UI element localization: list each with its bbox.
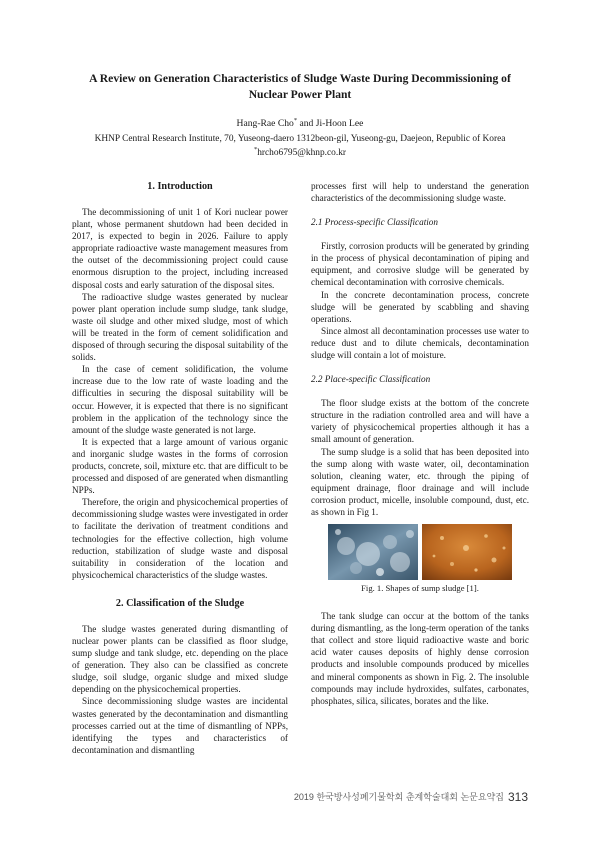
author-2: and Ji-Hoon Lee [297,118,364,129]
paragraph-continued: processes first will help to understand the generation characteristics of the decommissioning sludge waste. [311,181,529,204]
paragraph: The sludge wastes generated during dismantling of nuclear power plants can be classified as floor sludge, sump sludge and tank sludge, etc. depending on the place of generation. They also can be classified as concrete sludge, soil sludge, organic sludge and mixed sludge depending on the physicochemical properties. [72,623,288,695]
figure-1 [311,524,529,594]
proceedings-title: 2019 한국방사성폐기물학회 춘계학술대회 논문요약집 [293,792,504,802]
paragraph: The floor sludge exists at the bottom of the concrete structure in the radiation controlled area and will have a variety of physicochemical properties although it has a small amount of generation. [311,398,529,445]
paragraph: In the case of cement solidification, the volume increase due to the low rate of waste loading and the difficulties in securing the disposal suitability will be occur. However, it is expected that there is no significant problem in the application of the technology since the amount of the sludge waste generated is not large. [72,364,288,435]
paragraph: The radioactive sludge wastes generated by nuclear power plant operation include sump sludge, tank sludge, waste oil sludge and other mixed sludge, most of which will be treated in the form of cement solidification and disposed of through securing the disposal suitability of the solids. [72,291,288,363]
corresponding-mark: * [293,116,298,124]
subsection-heading-process: 2.1 Process-specific Classification [311,217,438,228]
paragraph: Since almost all decontamination processes use water to reduce dust and to dilute chemicals, decontamination sludge will contain a lot of moisture. [311,325,529,361]
author-line [40,117,560,130]
page-number: 313 [507,790,528,804]
paragraph: Firstly, corrosion products will be generated by grinding in the process of physical decontamination of piping and equipment, and corrosive sludge will be generated by chemical decontamination with corrosive chemicals. [311,241,529,288]
paragraph: It is expected that a large amount of various organic and inorganic sludge wastes in the forms of corrosion products, concrete, soil, mixture etc. that are difficult to be processed and disposed of are generated when dismantling NPPs. [72,436,288,496]
sump-sludge-photo-left [328,524,418,580]
figure-1-images [311,524,529,580]
email-line [40,147,560,160]
section-heading-classification: 2. Classification of the Sludge [115,597,245,609]
paragraph: The decommissioning of unit 1 of Kori nuclear power plant, whose permanent shutdown had been decided in 2017, is expected to begin in 2026. Failure to apply appropriate radioactive waste management measures from the outset of the decommissioning project could cause enormous disruption to the project, including increased disposal costs and early saturation of the disposal sites. [72,207,288,290]
title-line-2: Nuclear Power Plant [248,88,352,101]
affiliation: KHNP Central Research Institute, 70, Yuseong-daero 1312beon-gil, Yuseong-gu, Daejeon, Republic of Korea [94,134,506,144]
subsection-heading-place: 2.2 Place-specific Classification [311,374,431,385]
right-column [311,180,529,707]
email-mark: * [253,145,258,153]
left-column [72,180,288,756]
title-line-1: A Review on Generation Characteristics of Sludge Waste During Decommissioning of [89,72,511,85]
paragraph: The sump sludge is a solid that has been deposited into the sump along with waste water, oil, decontamination solution, cleaning water, etc. through the piping of equipment drainage, floor drainage and will include corrosion product, micelle, insoluble compound, dust, etc. as shown in Fig 1. [311,446,529,517]
paragraph: Since decommissioning sludge wastes are incidental wastes generated by the decontamination and dismantling processes carried out at the time of dismantling of NPPs, identifying the types and characteristics of decontamination and dismantling [72,696,288,755]
paper-title [60,71,540,103]
paragraph: The tank sludge can occur at the bottom of the tanks during dismantling, as the long-term operation of the tanks that collect and store liquid radioactive waste and boric acid water causes deposits of highly dense corrosion products and insoluble compounds produced by micelles and mineral components as shown in Fig. 2. The insoluble compounds may include hydroxides, sulfates, carbonates, phosphates, silica, silicates, borates and the like. [311,611,529,706]
email-address: hrcho6795@khnp.co.kr [257,148,347,158]
section-heading-introduction: 1. Introduction [147,181,213,192]
page-footer [294,790,528,804]
paragraph: Therefore, the origin and physicochemical properties of decommissioning sludge wastes were investigated in order to facilitate the derivation of treatment conditions and technologies for the effective collection, high volume reduction, stabilization of sludge waste and disposal suitability in consideration of the location and physicochemical characteristics of the sludge wastes. [72,497,288,580]
author-1: Hang-Rae Cho [236,118,294,129]
figure-1-caption: Fig. 1. Shapes of sump sludge [1]. [361,583,479,594]
paragraph: In the concrete decontamination process, concrete sludge will be generated by scabbling and shaving operations. [311,289,529,324]
sump-sludge-photo-right [422,524,512,580]
